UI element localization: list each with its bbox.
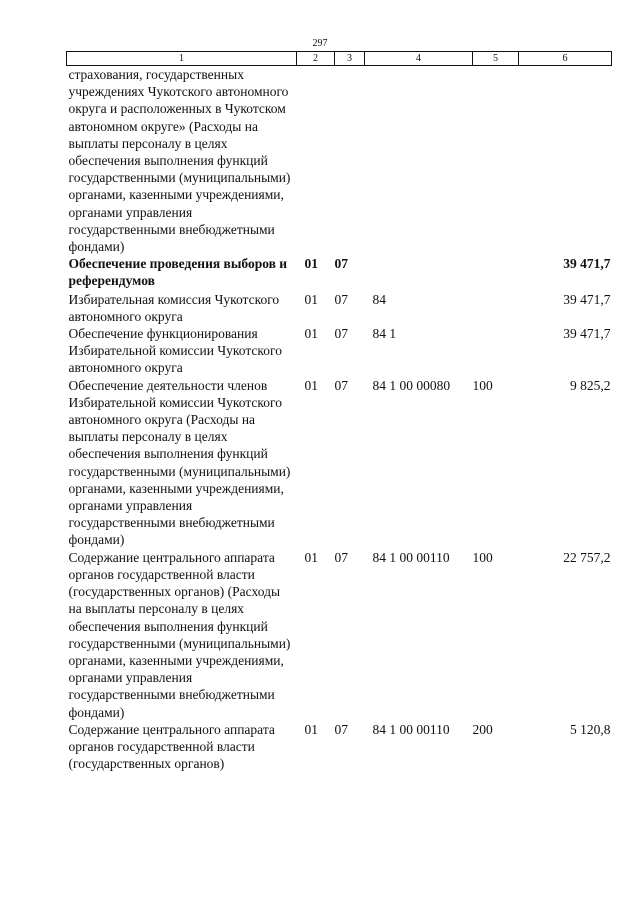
row-subsection-code: 07 (334, 549, 348, 565)
column-header-4: 4 (365, 52, 473, 66)
row-amount: 39 471,7 (563, 326, 611, 342)
row-expense-type-code (473, 66, 519, 256)
row-target-article-code: 84 (372, 291, 386, 307)
row-target-article-code: 84 1 00 00110 (372, 549, 450, 565)
row-target-article-code: 84 1 (372, 326, 397, 342)
row-subsection-code: 07 (334, 291, 348, 307)
table-row (67, 325, 612, 377)
row-section-code: 01 (304, 549, 318, 565)
row-subsection-code: 07 (334, 377, 348, 393)
row-section-code (297, 66, 335, 256)
row-subsection-code: 07 (334, 721, 348, 737)
row-amount: 39 471,7 (563, 256, 611, 272)
page-number: 297 (312, 38, 328, 49)
row-description: Обеспечение проведения выборов и референдумов (68, 256, 288, 289)
row-section-code: 01 (304, 721, 318, 737)
row-amount: 22 757,2 (563, 549, 611, 565)
row-amount: 9 825,2 (570, 377, 611, 393)
table-row (67, 290, 612, 325)
row-description: Избирательная комиссия Чукотского автономного округа (68, 291, 280, 324)
column-number-header (67, 52, 612, 66)
row-expense-type-code: 100 (472, 549, 493, 565)
row-subsection-code: 07 (334, 326, 348, 342)
row-target-article-code (365, 66, 473, 256)
row-expense-type-code (473, 290, 519, 325)
row-section-code: 01 (304, 377, 318, 393)
row-description: Обеспечение функционирования Избирательной комиссии Чукотского автономного округа (68, 326, 282, 376)
row-section-code: 01 (304, 326, 318, 342)
row-target-article-code: 84 1 00 00080 (372, 377, 451, 393)
row-description: Содержание центрального аппарата органов государственной власти (государственных органов) (68, 721, 275, 772)
table-row (67, 377, 612, 549)
table-row (67, 549, 612, 721)
row-expense-type-code (473, 255, 519, 289)
row-amount (519, 66, 612, 256)
column-header-2: 2 (297, 52, 335, 66)
table-row (67, 255, 612, 289)
row-section-code: 01 (304, 256, 318, 272)
row-description: Содержание центрального аппарата органов государственной власти (государственных органов) (Расходы на выплаты персоналу в целях обеспечения выполнения функций государственными (муниципальными) органами, казенными учреждениями, органами управления государственными внебюджетными фондами) (68, 549, 291, 720)
column-header-6: 6 (519, 52, 612, 66)
column-header-5: 5 (473, 52, 519, 66)
row-expense-type-code: 100 (472, 377, 493, 393)
row-target-article-code: 84 1 00 00110 (372, 721, 450, 737)
row-subsection-code (335, 66, 365, 256)
column-header-1: 1 (67, 52, 297, 66)
row-description: страхования, государственных учреждениях Чукотского автономного округа и расположенных в Чукотском автономном округе» (Расходы на выплаты персоналу в целях обеспечения выполнения функций государственными (муниципальными) органами, казенными учреждениями, органами управления государственными внебюджетными фондами) (68, 67, 291, 255)
column-header-3: 3 (335, 52, 365, 66)
row-amount: 5 120,8 (570, 721, 611, 737)
row-amount: 39 471,7 (563, 291, 611, 307)
row-expense-type-code: 200 (472, 721, 493, 737)
row-expense-type-code (473, 325, 519, 377)
table-row (67, 66, 612, 256)
row-section-code: 01 (304, 291, 318, 307)
table-row (67, 721, 612, 773)
row-target-article-code (365, 255, 473, 289)
row-subsection-code: 07 (334, 256, 348, 272)
budget-table (66, 51, 612, 772)
row-description: Обеспечение деятельности членов Избирательной комиссии Чукотского автономного округа (Расходы на выплаты персоналу в целях обеспечения выполнения функций государственными (муниципальными) органами, казенными учреждениями, органами управления государственными внебюджетными фондами) (68, 377, 291, 548)
